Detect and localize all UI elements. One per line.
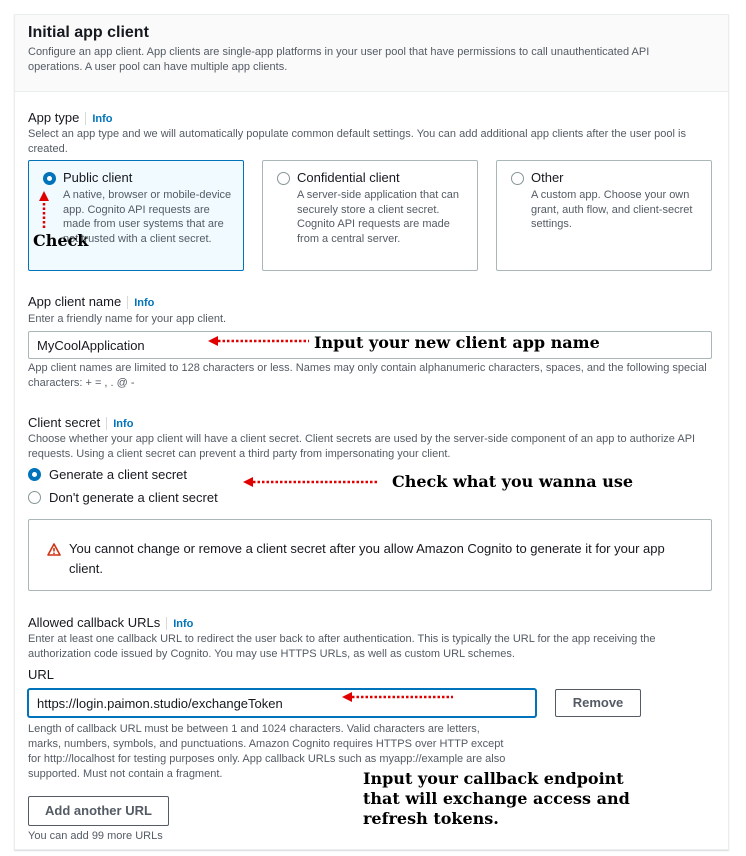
app-type-info-link[interactable]: Info (92, 113, 113, 125)
annotation-callback-hint-line3: refresh tokens. (363, 809, 499, 828)
remaining-urls-note: You can add 99 more URLs (28, 830, 163, 842)
app-type-tile-public[interactable] (28, 160, 244, 271)
divider (106, 417, 107, 430)
client-secret-warning-alert (28, 519, 712, 591)
app-type-description: Select an app type and we will automatically populate common default settings. You can add additional app clients after the user pool is created. (28, 128, 686, 155)
callback-urls-info-link[interactable]: Info (173, 618, 194, 630)
panel-header (15, 15, 728, 92)
url-label: URL (28, 667, 55, 682)
tile-description: A custom app. Choose your own grant, auth flow, and client-secret settings. (531, 189, 693, 230)
app-client-name-description: Enter a friendly name for your app client. (28, 313, 227, 325)
radio-generate-secret[interactable] (28, 468, 41, 481)
annotation-secret-hint: Check what you wanna use (392, 472, 634, 491)
callback-url-input[interactable]: https://login.paimon.studio/exchangeToken (28, 689, 536, 717)
app-type-header (28, 110, 113, 125)
client-secret-header (28, 415, 133, 430)
client-secret-info-link[interactable]: Info (113, 418, 134, 430)
remove-url-button[interactable]: Remove (555, 689, 641, 717)
radio-no-secret[interactable] (28, 491, 41, 504)
tile-title: Confidential client (297, 170, 400, 185)
radio-label: Generate a client secret (49, 467, 188, 482)
radio-other[interactable] (511, 172, 524, 185)
annotation-name-hint: Input your new client app name (314, 333, 600, 352)
tile-title: Other (531, 170, 564, 185)
divider (127, 296, 128, 309)
add-another-url-button[interactable]: Add another URL (28, 796, 169, 826)
client-secret-label: Client secret (28, 415, 101, 430)
callback-hint-arrow (341, 690, 455, 704)
radio-confidential-client[interactable] (277, 172, 290, 185)
divider (85, 112, 86, 125)
warning-icon (47, 543, 61, 556)
app-client-name-header (28, 294, 154, 309)
divider (166, 617, 167, 630)
callback-urls-label: Allowed callback URLs (28, 615, 161, 630)
app-client-name-input[interactable]: MyCoolApplication (28, 331, 712, 359)
radio-public-client[interactable] (43, 172, 56, 185)
warning-text: You cannot change or remove a client secret after you allow Amazon Cognito to generate it for your app client. (69, 541, 665, 576)
app-client-name-info-link[interactable]: Info (134, 297, 155, 309)
app-client-name-label: App client name (28, 294, 122, 309)
callback-url-constraint: Length of callback URL must be between 1 and 1024 characters. Valid characters are letters, marks, numbers, symbols, and punctuations. Amazon Cognito requires HTTPS over HTTP except for http://localhost for testing purposes only. App callback URLs such as myapp://example are also supported. Must not contain a fragment. (28, 723, 506, 780)
annotation-check: Check (33, 231, 89, 250)
callback-urls-header (28, 615, 193, 630)
initial-app-client-panel (14, 14, 729, 850)
tile-description: A server-side application that can securely store a client secret. Cognito API requests are made from a central server. (297, 189, 460, 245)
radio-no-secret-row[interactable] (28, 490, 218, 505)
name-hint-arrow (207, 334, 311, 348)
client-secret-description: Choose whether your app client will have a client secret. Client secrets are used by the server-side component of an app to authorize API requests. Using a client secret can prevent a third party from impersonating your client. (28, 433, 696, 460)
annotation-callback-hint-line1: Input your callback endpoint (363, 769, 624, 788)
app-type-tile-other[interactable] (496, 160, 712, 271)
app-type-label: App type (28, 110, 80, 125)
secret-hint-arrow (242, 475, 380, 489)
callback-urls-description: Enter at least one callback URL to redirect the user back to after authentication. This is typically the URL for the app receiving the authorization code issued by Cognito. You may use HTTPS URLs, as well as custom URL schemes. (28, 633, 656, 660)
radio-label: Don't generate a client secret (49, 490, 218, 505)
app-type-tile-confidential[interactable] (262, 160, 478, 271)
panel-title: Initial app client (28, 24, 149, 41)
tile-title: Public client (63, 170, 133, 185)
radio-generate-secret-row[interactable] (28, 467, 187, 482)
app-client-name-constraint: App client names are limited to 128 characters or less. Names may only contain alphanumeric characters, spaces, and the following special characters: + = , . @ - (28, 362, 707, 389)
annotation-callback-hint-line2: that will exchange access and (363, 789, 630, 808)
check-up-arrow (37, 190, 51, 230)
tile-description: A native, browser or mobile-device app. Cognito API requests are made from user systems that are not trusted with a client secret. (63, 189, 232, 245)
panel-description: Configure an app client. App clients are single-app platforms in your user pool that have permissions to call unauthenticated API operations. A user pool can have multiple app clients. (28, 46, 650, 73)
